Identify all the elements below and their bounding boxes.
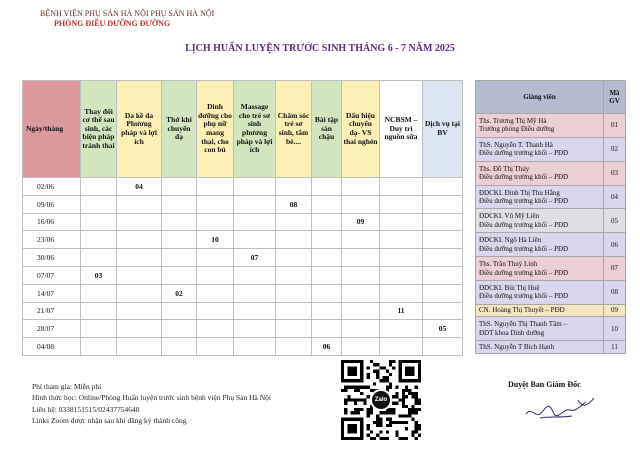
instructor-name-line: Ths. Trần Thuỳ Linh [479,260,538,269]
schedule-cell [197,249,234,267]
schedule-cell [234,338,276,356]
topic-header: Dinh dưỡng cho phụ nữ mang thai, cho con bú [197,81,234,178]
schedule-cell [117,231,162,249]
instructor-code: 01 [604,114,626,138]
instructor-name-header: Giảng viên [476,81,604,114]
instructor-code: 04 [604,185,626,209]
instructor-name-line: CN. Hoàng Thị Thuyết – PĐD [479,306,565,315]
schedule-cell [380,266,423,284]
instructor-code: 07 [604,257,626,281]
instructor-code: 06 [604,233,626,257]
schedule-cell [342,231,380,249]
instructor-name [476,281,604,305]
instructor-role-line: Điều dưỡng trưởng khối – PĐD [479,244,569,253]
schedule-cell [342,338,380,356]
schedule-cell [81,284,117,302]
schedule-cell [342,249,380,267]
instructor-name [476,185,604,209]
topic-header: NCBSM – Duy trì nguồn sữa [380,81,423,178]
schedule-date: 07/07 [23,266,81,284]
topic-header: Da kề da Phương pháp và lợi ích [117,81,162,178]
schedule-cell [162,266,197,284]
schedule-cell [162,195,197,213]
signature-icon [520,394,600,424]
schedule-cell [234,284,276,302]
schedule-cell [162,178,197,196]
schedule-cell [81,338,117,356]
instructor-name [476,317,604,341]
schedule-cell [423,249,463,267]
schedule-cell [197,302,234,320]
schedule-cell [117,284,162,302]
instructor-name-line: ĐDCKI. Vũ Mỹ Liên [479,212,540,221]
schedule-date: 16/06 [23,213,81,231]
instructor-row [476,185,626,209]
schedule-date: 30/06 [23,249,81,267]
instructor-name-line: ĐDCKI. Đinh Thị Thu Hằng [479,188,560,197]
topic-header: Thở khi chuyển dạ [162,81,197,178]
instructor-name-line: ĐDCKI. Ngô Hà Liên [479,236,542,245]
instructor-row [476,114,626,138]
schedule-cell [117,338,162,356]
schedule-cell [276,284,312,302]
schedule-cell [312,195,342,213]
hospital-name: BỆNH VIỆN PHỤ SẢN HÀ NỘI PHỤ SẢN HÀ NỘI [40,9,215,18]
schedule-cell [312,266,342,284]
zalo-badge: Zalo [370,389,392,411]
topic-header: Dịch vụ tại BV [423,81,463,178]
schedule-cell [234,302,276,320]
department-name: PHÒNG ĐIỀU DƯỠNG ĐƯỜNG [54,19,171,28]
instructor-code: 09 [604,304,626,317]
instructor-name-line: Ths. Đỗ Thị Thúy [479,164,530,173]
instructor-name-line: ThS. Nguyễn T Bích Hạnh [479,342,554,351]
schedule-cell [276,213,312,231]
instructor-name [476,304,604,317]
schedule-cell [117,195,162,213]
schedule-cell [276,302,312,320]
instructor-name [476,114,604,138]
schedule-cell [380,195,423,213]
schedule-row [23,213,463,231]
schedule-date: 28/07 [23,320,81,338]
schedule-cell [117,249,162,267]
schedule-table [22,80,463,356]
schedule-cell [197,266,234,284]
schedule-cell [234,195,276,213]
instructor-role-line: Điều dưỡng trưởng khối – PĐD [479,292,569,301]
instructor-row [476,281,626,305]
fee-text: Phí tham gia: Miễn phí [32,382,102,391]
schedule-cell [423,231,463,249]
schedule-cell [342,266,380,284]
schedule-cell: 03 [81,266,117,284]
instructor-row [476,209,626,233]
schedule-row [23,302,463,320]
instructor-row [476,233,626,257]
info-block [32,381,271,426]
schedule-cell [81,231,117,249]
instructor-role-line: Điều dưỡng trưởng khối – PĐD [479,220,569,229]
schedule-row [23,178,463,196]
schedule-cell [197,178,234,196]
schedule-cell [380,284,423,302]
instructor-name [476,161,604,185]
schedule-cell [423,195,463,213]
schedule-cell [81,302,117,320]
schedule-row [23,266,463,284]
schedule-cell: 06 [312,338,342,356]
instructor-table [475,80,626,354]
date-column-header: Ngày/tháng [23,81,81,178]
schedule-cell [380,213,423,231]
schedule-cell [380,231,423,249]
schedule-date: 04/08 [23,338,81,356]
instructor-name [476,341,604,354]
instructor-role-line: Điều dưỡng trưởng khối – PĐD [479,149,569,158]
schedule-header-row [23,81,463,178]
schedule-cell [423,284,463,302]
format-text: Hình thức học: Online/Phòng Huấn luyện trước sinh bệnh viện Phụ Sản Hà Nội [32,393,271,403]
schedule-cell [197,213,234,231]
schedule-cell [276,178,312,196]
schedule-cell [162,320,197,338]
instructor-header-row [476,81,626,114]
schedule-cell [197,284,234,302]
schedule-cell [234,178,276,196]
schedule-cell [162,302,197,320]
schedule-cell: 05 [423,320,463,338]
contact-text: Liên hệ: 0338151515/02437754648 [32,404,140,414]
schedule-row [23,320,463,338]
schedule-cell [342,320,380,338]
instructor-code: 08 [604,281,626,305]
approval-title: Duyệt Ban Giám Đốc [508,380,581,389]
schedule-cell [312,178,342,196]
schedule-date: 21/07 [23,302,81,320]
topic-header: Bài tập sàn chậu [312,81,342,178]
schedule-cell [197,320,234,338]
schedule-cell [423,302,463,320]
instructor-code: 02 [604,137,626,161]
schedule-cell [423,213,463,231]
schedule-cell [312,231,342,249]
schedule-cell [197,338,234,356]
schedule-cell: 09 [342,213,380,231]
instructor-row [476,341,626,354]
schedule-row [23,338,463,356]
schedule-cell [342,302,380,320]
schedule-cell [276,231,312,249]
schedule-cell: 07 [234,249,276,267]
schedule-cell [380,178,423,196]
schedule-cell: 10 [197,231,234,249]
schedule-cell [197,195,234,213]
schedule-cell [312,249,342,267]
schedule-cell [234,213,276,231]
schedule-cell [234,320,276,338]
schedule-cell [117,320,162,338]
schedule-cell [380,338,423,356]
zoom-text: Links Zoom được nhận sau khi đăng ký thành công [32,415,187,425]
instructor-name [476,137,604,161]
instructor-row [476,257,626,281]
schedule-cell [162,213,197,231]
schedule-row [23,284,463,302]
schedule-cell [117,302,162,320]
schedule-cell [117,213,162,231]
instructor-row [476,161,626,185]
schedule-cell [312,213,342,231]
schedule-cell [276,249,312,267]
schedule-cell [342,178,380,196]
instructor-code: 05 [604,209,626,233]
instructor-code: 11 [604,341,626,354]
schedule-cell [81,249,117,267]
instructor-name-line: ThS. Nguyễn Thị Thanh Tâm – [479,320,567,329]
schedule-cell: 08 [276,195,312,213]
schedule-cell [312,302,342,320]
instructor-name [476,257,604,281]
page-title: LỊCH HUẤN LUYỆN TRƯỚC SINH THÁNG 6 - 7 NĂM 2025 [185,43,455,54]
schedule-cell [380,249,423,267]
schedule-cell [162,231,197,249]
instructor-name-line: Ths. Trương Thị Mỹ Hà [479,117,547,126]
schedule-cell [312,320,342,338]
schedule-cell [342,195,380,213]
schedule-row [23,249,463,267]
schedule-cell [276,338,312,356]
schedule-cell [162,338,197,356]
instructor-role-line: Điều dưỡng trưởng khối – PĐD [479,197,569,205]
schedule-cell [423,266,463,284]
schedule-cell [276,266,312,284]
schedule-cell [423,178,463,196]
schedule-cell [312,284,342,302]
instructor-role-line: Trưởng phòng Điều dưỡng [479,125,555,134]
schedule-cell [81,178,117,196]
schedule-cell [380,320,423,338]
schedule-cell [117,266,162,284]
instructor-row [476,137,626,161]
schedule-date: 14/07 [23,284,81,302]
schedule-row [23,231,463,249]
schedule-date: 09/06 [23,195,81,213]
schedule-cell [234,266,276,284]
instructor-name-line: ĐDCKI. Bùi Thị Huệ [479,284,540,293]
schedule-date: 02/06 [23,178,81,196]
schedule-row [23,195,463,213]
instructor-code: 03 [604,161,626,185]
schedule-cell [162,249,197,267]
instructor-role-line: Điều dưỡng trưởng khối – PĐD [479,173,569,182]
instructor-code-header: Mã GV [604,81,626,114]
schedule-date: 23/06 [23,231,81,249]
instructor-name-line: ThS. Nguyễn T. Thanh Hà [479,140,553,149]
instructor-row [476,304,626,317]
topic-header: Dấu hiệu chuyển dạ- VS thai nghén [342,81,380,178]
instructor-role-line: Điều dưỡng trưởng khối – PĐD [479,268,569,277]
instructor-code: 10 [604,317,626,341]
instructor-name [476,233,604,257]
instructor-role-line: ĐDT khoa Dinh dưỡng [479,328,545,337]
schedule-cell: 02 [162,284,197,302]
topic-header: Massage cho trẻ sơ sinh phương pháp và lợi ích [234,81,276,178]
schedule-cell [81,195,117,213]
instructor-row [476,317,626,341]
schedule-cell: 11 [380,302,423,320]
topic-header: Thay đổi cơ thể sau sinh, các biện pháp tránh thai [81,81,117,178]
schedule-cell [234,231,276,249]
schedule-cell [276,320,312,338]
schedule-cell [342,284,380,302]
schedule-cell: 04 [117,178,162,196]
schedule-cell [81,320,117,338]
schedule-cell [81,213,117,231]
instructor-name [476,209,604,233]
topic-header: Chăm sóc trẻ sơ sinh, tắm bé.... [276,81,312,178]
schedule-cell [423,338,463,356]
